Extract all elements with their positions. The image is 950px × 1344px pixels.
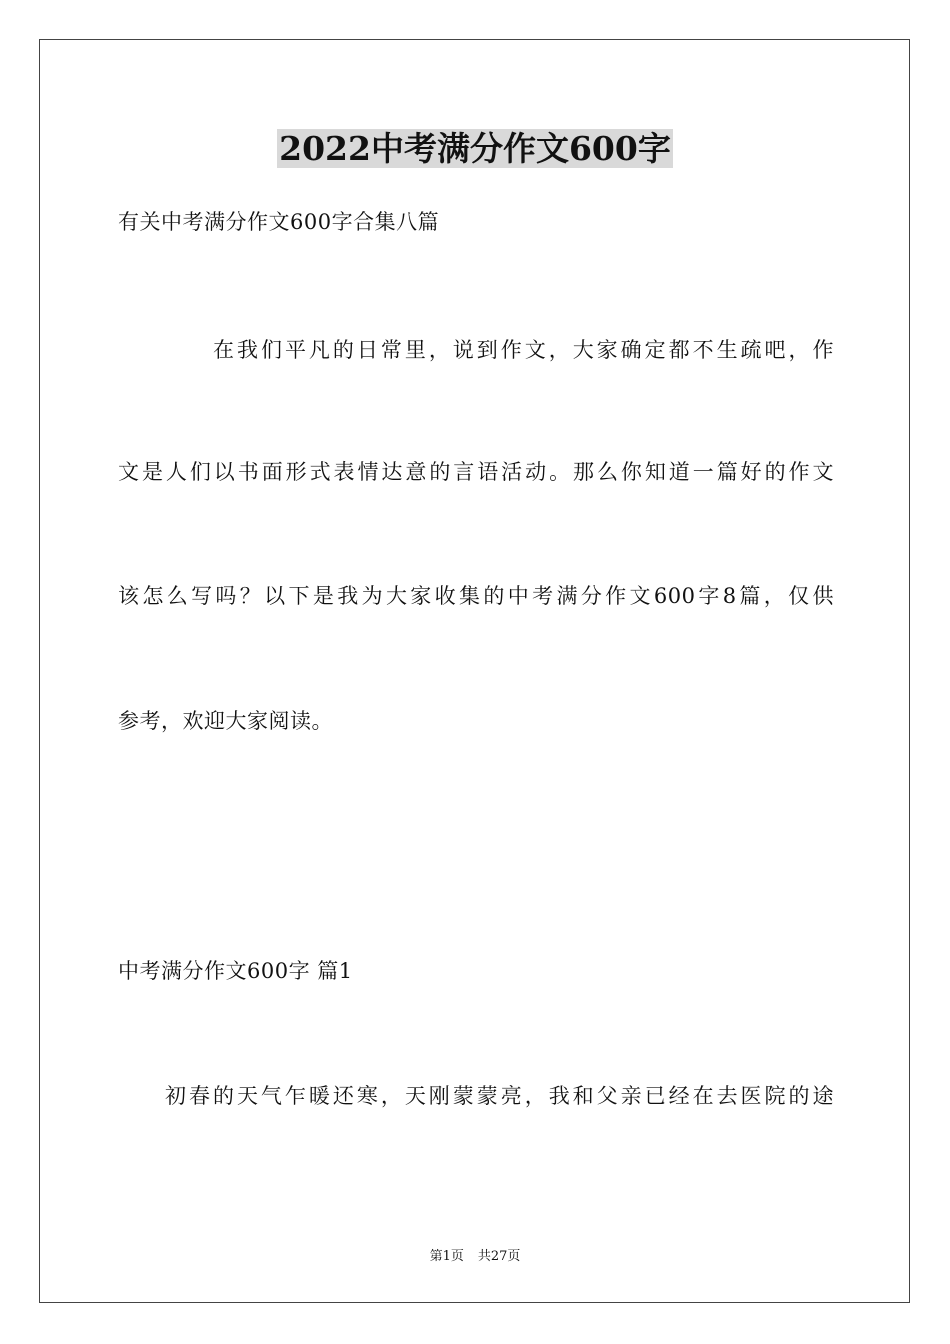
section-heading: 中考满分作文600字 篇1	[118, 959, 353, 983]
document-title	[0, 127, 950, 171]
intro-line-2: 文是人们以书面形式表情达意的言语活动。那么你知道一篇好的作文	[118, 460, 834, 484]
page-number: 第1页	[429, 1249, 464, 1264]
intro-line-3: 该怎么写吗？以下是我为大家收集的中考满分作文600字8篇，仅供	[118, 584, 834, 608]
page-total: 共27页	[477, 1249, 521, 1264]
intro-line-4: 参考，欢迎大家阅读。	[118, 709, 333, 733]
body-line-1: 初春的天气乍暖还寒，天刚蒙蒙亮，我和父亲已经在去医院的途	[165, 1084, 834, 1108]
document-subtitle: 有关中考满分作文600字合集八篇	[118, 210, 440, 234]
intro-line-1: 在我们平凡的日常里，说到作文，大家确定都不生疏吧，作	[213, 338, 834, 362]
page-footer	[0, 1248, 950, 1266]
document-title-text: 2022中考满分作文600字	[279, 129, 671, 168]
